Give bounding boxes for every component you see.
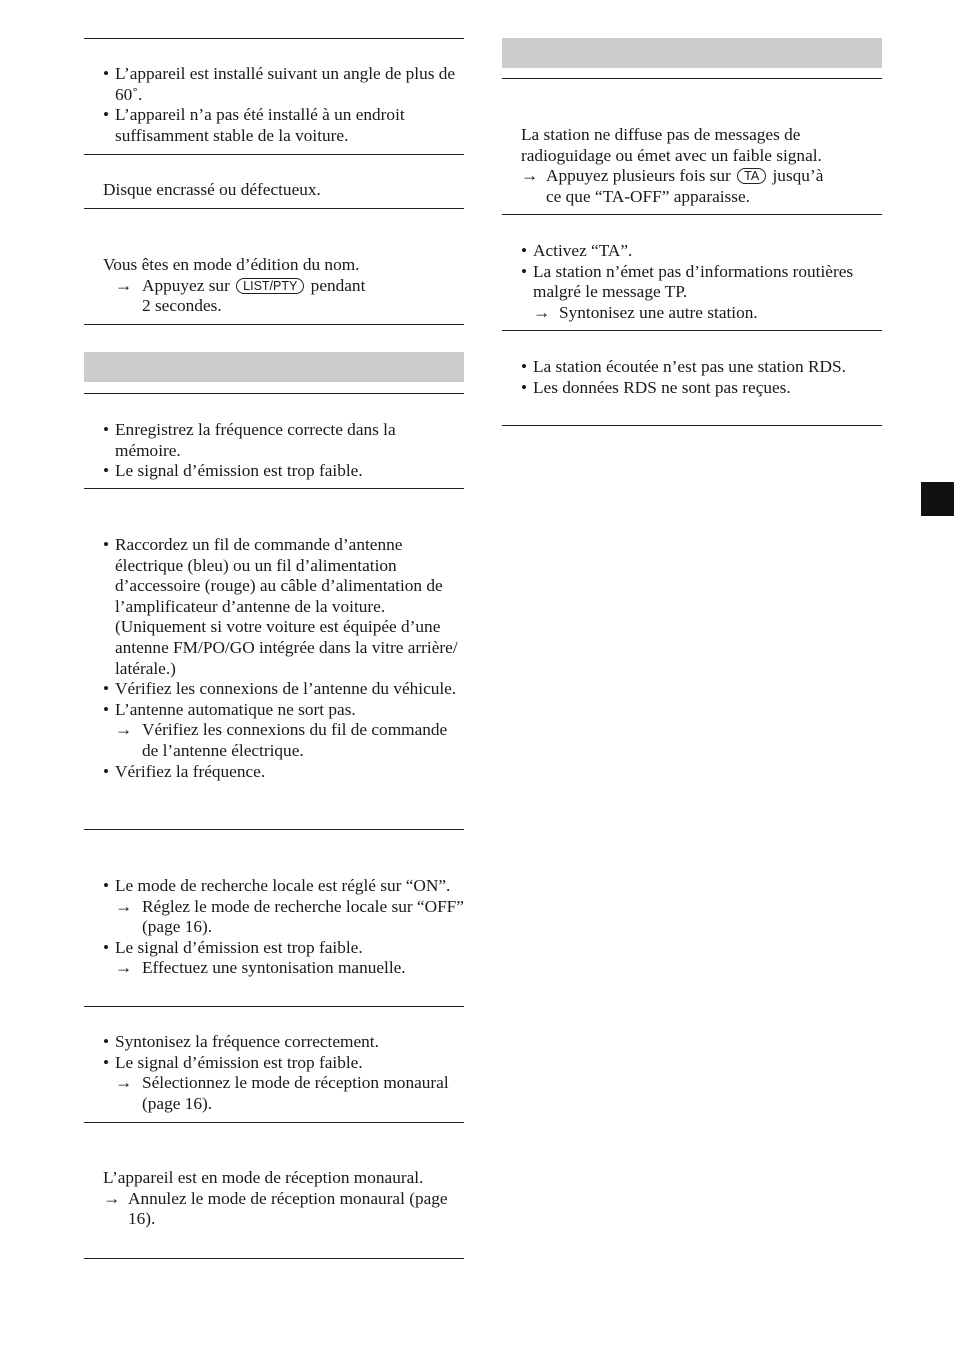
instruction-text: ce que “TA-OFF” apparaisse. — [546, 186, 750, 206]
section-mounting — [84, 64, 464, 146]
section-name-edit — [84, 255, 464, 317]
arrow-icon: → — [103, 1188, 121, 1208]
bullet-item: • Enregistrez la fréquence correcte dans la mémoire. — [84, 420, 464, 461]
instruction-text: jusqu’à — [772, 166, 824, 186]
section-preset — [84, 420, 464, 482]
divider — [84, 393, 464, 394]
arrow-icon: → — [115, 1073, 133, 1093]
bullet-item: • Le signal d’émission est trop faible. — [84, 461, 464, 482]
arrow-item — [84, 720, 464, 761]
instruction-text: Sélectionnez le mode de réception monaural (page 16). — [142, 1073, 449, 1113]
section-local-seek — [84, 876, 464, 979]
section-header-band — [84, 352, 464, 382]
arrow-item — [502, 166, 882, 207]
divider — [84, 1122, 464, 1123]
instruction-text: Réglez le mode de recherche locale sur “OFF” (page 16). — [142, 896, 464, 937]
divider — [502, 78, 882, 79]
body-text: La station ne diffuse pas de messages de radioguidage ou émet avec un faible signal. — [521, 125, 822, 165]
arrow-icon: → — [115, 275, 133, 295]
arrow-item — [84, 897, 464, 938]
ta-button: TA — [737, 168, 766, 184]
bullet-item: • Vérifiez la fréquence. — [84, 762, 464, 783]
arrow-item — [84, 1073, 464, 1114]
bullet-item: • Syntonisez la fréquence correctement. — [84, 1032, 464, 1053]
section-ta — [502, 241, 882, 323]
instruction-text: Appuyez plusieurs fois sur — [546, 166, 731, 186]
arrow-icon: → — [115, 958, 133, 978]
divider — [84, 1006, 464, 1007]
list-pty-button: LIST/PTY — [236, 278, 304, 294]
instruction-text: Annulez le mode de réception monaural (page 16). — [128, 1188, 448, 1229]
body-text: Vous êtes en mode d’édition du nom. — [103, 255, 360, 274]
divider — [84, 829, 464, 830]
arrow-item — [84, 1189, 464, 1230]
bullet-item: • Le signal d’émission est trop faible. — [84, 938, 464, 959]
divider — [84, 488, 464, 489]
arrow-icon: → — [533, 302, 551, 322]
bullet-item: • Activez “TA”. — [502, 241, 882, 262]
section-monaural — [84, 1168, 464, 1230]
instruction-text: Effectuez une syntonisation manuelle. — [142, 958, 406, 978]
bullet-item: • La station n’émet pas d’informations routières malgré le message TP. — [502, 262, 882, 303]
instruction-text: Syntonisez une autre station. — [559, 302, 758, 322]
arrow-icon: → — [521, 166, 539, 186]
bullet-item: • Raccordez un fil de commande d’antenne électrique (bleu) ou un fil d’alimentation d’accessoire (rouge) au câble d’alimentation de l’amplificateur d’antenne de la voiture. (Uniquement si votre voiture est équipée d’une antenne FM/PO/GO intégrée dans la vitre arrière/ latérale.) — [84, 535, 464, 679]
arrow-icon: → — [115, 896, 133, 916]
arrow-item — [84, 276, 464, 317]
bullet-item: • L’antenne automatique ne sort pas. — [84, 700, 464, 721]
bullet-item: • Le signal d’émission est trop faible. — [84, 1053, 464, 1074]
divider — [84, 324, 464, 325]
instruction-text: pendant — [310, 275, 366, 295]
bullet-item: • L’appareil est installé suivant un angle de plus de 60˚. — [84, 64, 464, 105]
bullet-item: • Les données RDS ne sont pas reçues. — [502, 378, 882, 399]
section-rds — [502, 357, 882, 398]
page-edge-tab — [921, 482, 954, 516]
body-text: L’appareil est en mode de réception monaural. — [103, 1168, 424, 1187]
section-antenna — [84, 535, 464, 782]
arrow-item — [84, 958, 464, 979]
section-static — [84, 1032, 464, 1114]
section-header-band — [502, 38, 882, 68]
bullet-item: • Vérifiez les connexions de l’antenne du véhicule. — [84, 679, 464, 700]
instruction-text: 2 secondes. — [142, 296, 222, 316]
divider — [502, 425, 882, 426]
divider — [502, 330, 882, 331]
arrow-item — [502, 303, 882, 324]
section-disc: Disque encrassé ou défectueux. — [103, 180, 321, 199]
section-traffic-info — [502, 125, 882, 207]
divider — [84, 154, 464, 155]
bullet-item: • La station écoutée n’est pas une station RDS. — [502, 357, 882, 378]
instruction-text: Vérifiez les connexions du fil de commande de l’antenne électrique. — [142, 720, 448, 760]
divider — [84, 208, 464, 209]
arrow-icon: → — [115, 720, 133, 740]
divider — [502, 214, 882, 215]
divider — [84, 38, 464, 39]
bullet-item: • L’appareil n’a pas été installé à un endroit suffisamment stable de la voiture. — [84, 105, 464, 146]
instruction-text: Appuyez sur — [142, 275, 230, 295]
divider — [84, 1258, 464, 1259]
bullet-item: • Le mode de recherche locale est réglé sur “ON”. — [84, 876, 464, 897]
